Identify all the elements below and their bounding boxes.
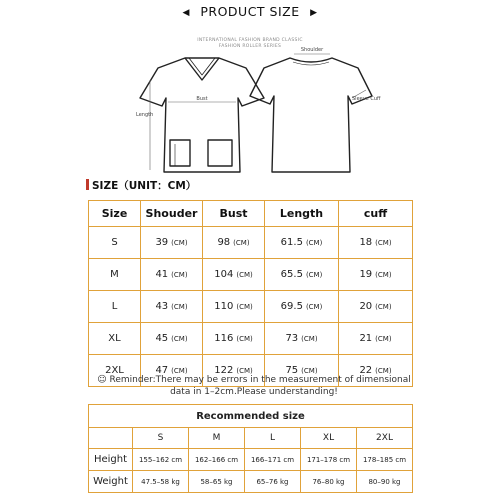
rec-size-cell: 2XL — [357, 428, 413, 449]
weight-label: Weight — [89, 471, 133, 493]
front-v-neck — [185, 58, 219, 80]
recommended-size-table — [88, 404, 413, 493]
size-cell: 2XL — [89, 355, 141, 387]
height-cell: 162–166 cm — [189, 449, 245, 471]
height-cell: 166–171 cm — [245, 449, 301, 471]
header-length: Length — [265, 201, 339, 227]
length-cell: 69.5 (CM) — [265, 291, 339, 323]
height-label: Height — [89, 449, 133, 471]
cuff-cell: 22 (CM) — [339, 355, 413, 387]
shoulder-cell: 45 (CM) — [141, 323, 203, 355]
size-table-header-row — [89, 201, 413, 227]
cuff-cell: 21 (CM) — [339, 323, 413, 355]
length-cell: 65.5 (CM) — [265, 259, 339, 291]
bust-label: Bust — [196, 96, 208, 102]
brand-line-2: FASHION ROLLER SERIES — [218, 44, 282, 49]
bust-cell: 98 (CM) — [203, 227, 265, 259]
sleeve-cuff-label: Sleeve Cuff — [352, 96, 381, 102]
shoulder-cell: 39 (CM) — [141, 227, 203, 259]
length-cell: 75 (CM) — [265, 355, 339, 387]
smiley-icon: ☺ — [97, 375, 107, 385]
weight-cell: 47.5–58 kg — [133, 471, 189, 493]
brand-line-1: INTERNATIONAL FASHION BRAND CLASSIC — [197, 38, 303, 43]
rec-size-cell: S — [133, 428, 189, 449]
recommended-weight-row — [89, 471, 413, 493]
recommended-title-row — [89, 405, 413, 428]
bust-cell: 110 (CM) — [203, 291, 265, 323]
cuff-cell: 19 (CM) — [339, 259, 413, 291]
reminder-note — [96, 374, 412, 398]
section-marker — [86, 179, 89, 190]
length-label: Length — [136, 112, 154, 118]
header-size: Size — [89, 201, 141, 227]
length-cell: 73 (CM) — [265, 323, 339, 355]
table-row — [89, 259, 413, 291]
shoulder-label: Shoulder — [300, 47, 324, 53]
rec-size-cell: M — [189, 428, 245, 449]
size-cell: L — [89, 291, 141, 323]
weight-cell: 76–80 kg — [301, 471, 357, 493]
size-table — [88, 200, 413, 387]
rec-size-cell: XL — [301, 428, 357, 449]
table-row — [89, 227, 413, 259]
reminder-line-1: Reminder:There may be errors in the measurement of dimensional — [109, 375, 411, 385]
weight-cell: 65–76 kg — [245, 471, 301, 493]
size-section-title — [86, 178, 196, 192]
height-cell: 155–162 cm — [133, 449, 189, 471]
weight-cell: 80–90 kg — [357, 471, 413, 493]
size-cell: XL — [89, 323, 141, 355]
page-title: PRODUCT SIZE — [200, 4, 300, 19]
recommended-title: Recommended size — [89, 405, 413, 428]
table-row — [89, 291, 413, 323]
length-cell: 61.5 (CM) — [265, 227, 339, 259]
rec-size-cell: L — [245, 428, 301, 449]
recommended-height-row — [89, 449, 413, 471]
weight-cell: 58–65 kg — [189, 471, 245, 493]
bust-cell: 104 (CM) — [203, 259, 265, 291]
size-cell: S — [89, 227, 141, 259]
bust-cell: 122 (CM) — [203, 355, 265, 387]
size-section-label: SIZE（UNIT：CM） — [92, 180, 197, 192]
shoulder-cell: 43 (CM) — [141, 291, 203, 323]
front-pocket-right — [208, 140, 232, 166]
size-cell: M — [89, 259, 141, 291]
table-row — [89, 323, 413, 355]
garment-diagram — [0, 40, 500, 180]
shoulder-cell: 47 (CM) — [141, 355, 203, 387]
bust-cell: 116 (CM) — [203, 323, 265, 355]
header-cuff: cuff — [339, 201, 413, 227]
height-cell: 171–178 cm — [301, 449, 357, 471]
header-shoulder: Shouder — [141, 201, 203, 227]
height-cell: 178–185 cm — [357, 449, 413, 471]
left-triangle-icon: ◀ — [182, 8, 190, 18]
shoulder-cell: 41 (CM) — [141, 259, 203, 291]
empty-corner-cell — [89, 428, 133, 449]
right-triangle-icon: ▶ — [310, 8, 318, 18]
header-bust: Bust — [203, 201, 265, 227]
cuff-cell: 18 (CM) — [339, 227, 413, 259]
cuff-cell: 20 (CM) — [339, 291, 413, 323]
reminder-line-2: data in 1–2cm.Please understanding! — [170, 387, 338, 397]
recommended-size-row — [89, 428, 413, 449]
page-header — [0, 4, 500, 24]
front-pocket-left — [170, 140, 190, 166]
back-view-shirt — [250, 58, 372, 172]
